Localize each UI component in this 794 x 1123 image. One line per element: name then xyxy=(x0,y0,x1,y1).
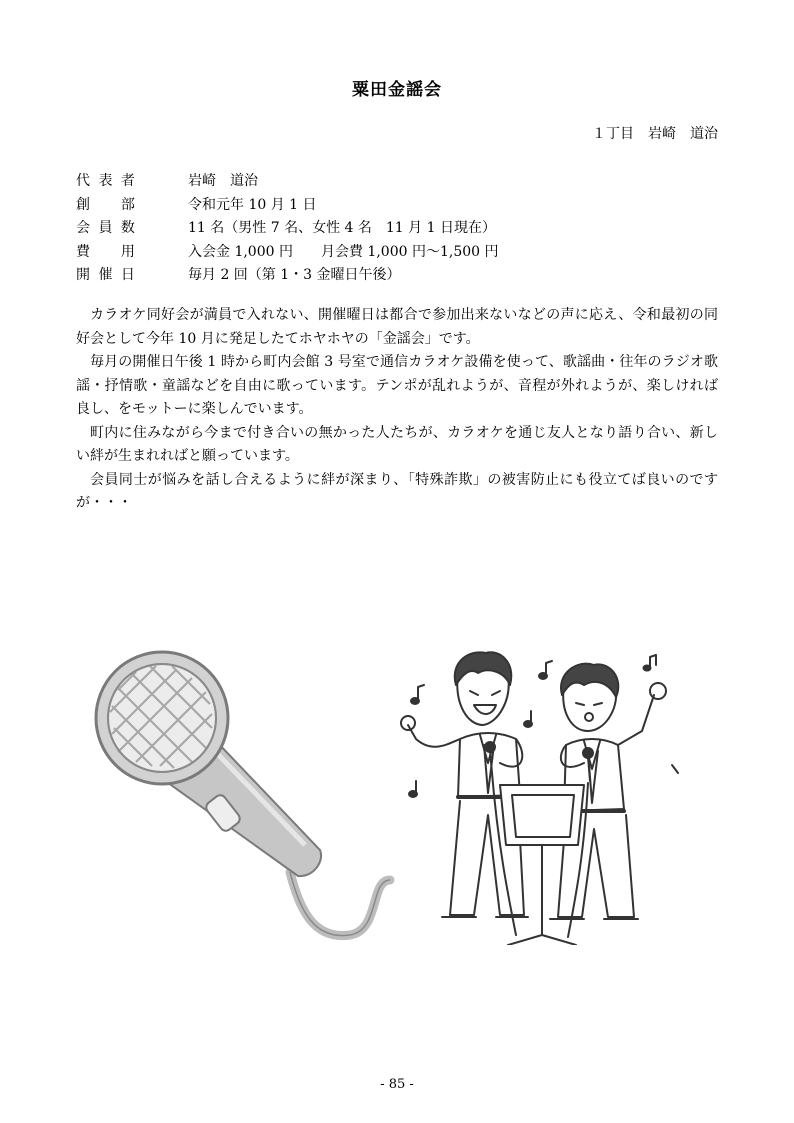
info-label: 開 催 日 xyxy=(76,267,137,283)
info-label: 費 用 xyxy=(76,243,137,260)
paragraph: 毎月の開催日午後 1 時から町内会館 3 号室で通信カラオケ設備を使って、歌謡曲・往年のラジオ歌謡・抒情歌・童謡などを自由に歌っています。テンポが乱れようが、音程が外れようが、楽しければ良し、をモットーに楽しんでいます。 xyxy=(76,354,718,417)
info-value: 令和元年 10 月 1 日 xyxy=(188,196,317,213)
info-label: 創 部 xyxy=(76,196,137,213)
info-label: 代 表 者 xyxy=(76,173,137,189)
info-value: 入会金 1,000 円 月会費 1,000 円～1,500 円 xyxy=(188,243,499,260)
info-row-schedule xyxy=(76,264,499,288)
info-row-representative xyxy=(76,170,499,194)
article-body xyxy=(76,304,718,516)
info-row-members xyxy=(76,217,499,241)
paragraph: 町内に住みながら今まで付き合いの無かった人たちが、カラオケを通じ友人となり語り合い、新しい絆が生まれればと願っています。 xyxy=(76,424,718,464)
microphone-icon xyxy=(80,650,400,950)
info-row-fees xyxy=(76,241,499,265)
club-info-table xyxy=(76,170,499,288)
info-value: 11 名（男性 7 名、女性 4 名 11 月 1 日現在） xyxy=(188,220,496,236)
info-row-founded xyxy=(76,194,499,218)
info-value: 毎月 2 回（第 1・3 金曜日午後） xyxy=(188,267,401,283)
page-title: 粟田金謡会 xyxy=(352,80,442,100)
paragraph: カラオケ同好会が満員で入れない、開催曜日は都合で参加出来ないなどの声に応え、令和最初の同好会として今年 10 月に発足したてホヤホヤの「金謡会」です。 xyxy=(76,307,718,347)
author-line: １丁目 岩崎 道治 xyxy=(592,126,718,142)
info-label: 会 員 数 xyxy=(76,220,137,236)
page-number: - 85 - xyxy=(380,1077,414,1092)
karaoke-singers-icon xyxy=(388,645,694,945)
info-value: 岩崎 道治 xyxy=(188,173,258,189)
paragraph: 会員同士が悩みを話し合えるように絆が深まり、「特殊詐欺」の被害防止にも役立てば良いのですが・・・ xyxy=(76,471,718,511)
